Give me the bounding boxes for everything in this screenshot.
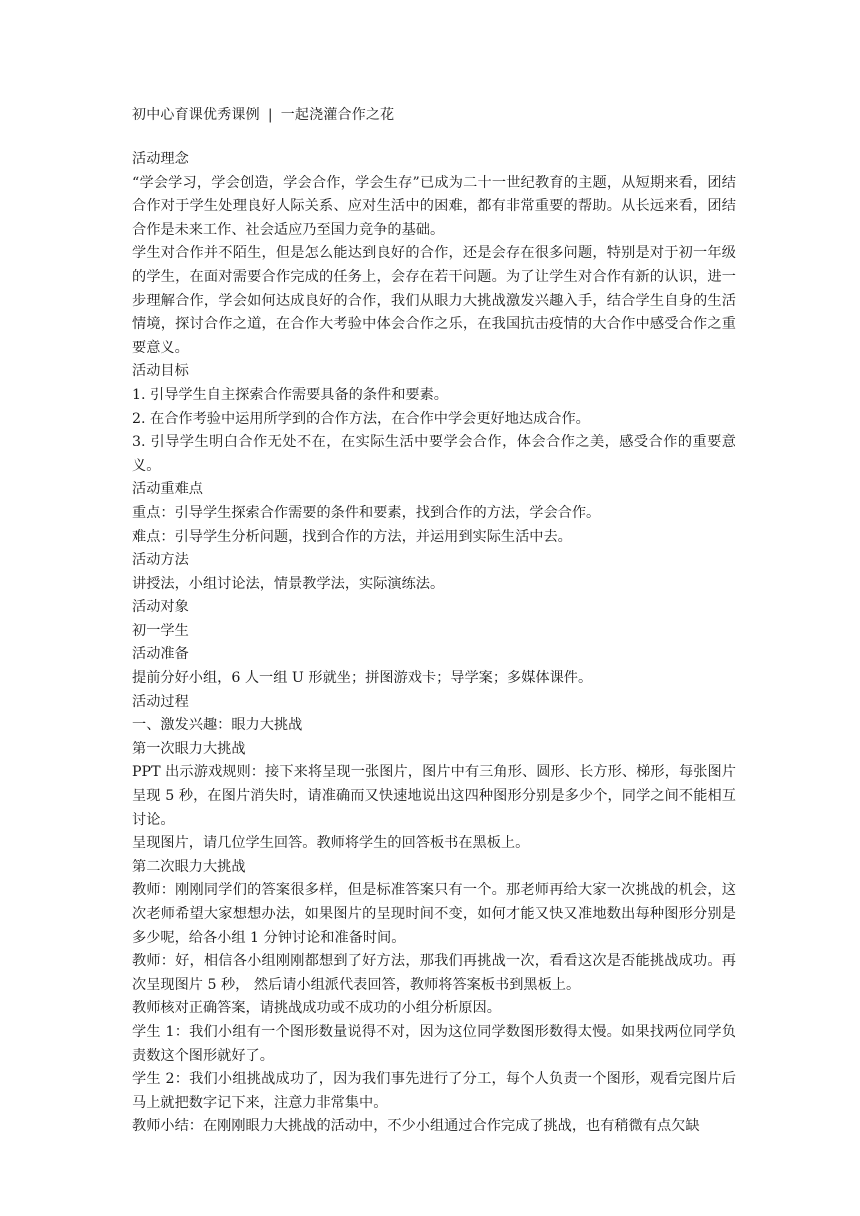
section-heading: 第二次眼力大挑战 — [132, 858, 246, 875]
body-paragraph: 教师：刚刚同学们的答案很多样，但是标准答案只有一个。那老师再给大家一次挑战的机会，这次老师希望大家想想办法，如果图片的呈现时间不变，如何才能又快又准地数出每种图形分别是多少呢，给各小组 1 分钟讨论和准备时间。 — [132, 882, 736, 946]
body-paragraph: 教师核对正确答案，请挑战成功或不成功的小组分析原因。 — [132, 1000, 501, 1017]
header-lesson-title: 一起浇灌合作之花 — [280, 107, 395, 123]
body-paragraph: 教师：好，相信各小组刚刚都想到了好方法，那我们再挑战一次，看看这次是否能挑战成功。再次呈现图片 5 秒， 然后请小组派代表回答，教师将答案板书到黑板上。 — [132, 953, 736, 993]
body-paragraph: 教师小结：在刚刚眼力大挑战的活动中，不少小组通过合作完成了挑战，也有稍微有点欠缺 — [132, 1118, 700, 1135]
body-paragraph: 1. 引导学生自主探索合作需要具备的条件和要素。 — [132, 386, 448, 403]
body-paragraph: 3. 引导学生明白合作无处不在，在实际生活中要学会合作，体会合作之美，感受合作的重要意义。 — [132, 434, 736, 474]
body-paragraph: PPT 出示游戏规则：接下来将呈现一张图片，图片中有三角形、圆形、长方形、梯形，每张图片呈现 5 秒，在图片消失时，请准确而又快速地说出这四种图形分别是多少个，同学之间不能相互讨论。 — [132, 764, 736, 828]
section-heading: 活动对象 — [132, 599, 189, 616]
body-paragraph: 学生对合作并不陌生，但是怎么能达到良好的合作，还是会存在很多问题，特别是对于初一年级的学生，在面对需要合作完成的任务上，会存在若干问题。为了让学生对合作有新的认识，进一步理解合作，学会如何达成良好的合作，我们从眼力大挑战激发兴趣入手，结合学生自身的生活情境，探讨合作之道，在合作大考验中体会合作之乐，在我国抗击疫情的大合作中感受合作之重要意义。 — [132, 245, 736, 356]
body-paragraph: 2. 在合作考验中运用所学到的合作方法，在合作中学会更好地达成合作。 — [132, 410, 590, 427]
header-separator: | — [267, 107, 273, 123]
page-header — [132, 104, 736, 126]
body-paragraph: 学生 2：我们小组挑战成功了，因为我们事先进行了分工，每个人负责一个图形，观看完图片后马上就把数字记下来，注意力非常集中。 — [132, 1071, 736, 1111]
header-course-title: 初中心育课优秀课例 — [132, 107, 260, 123]
section-heading: 活动目标 — [132, 363, 189, 380]
body-paragraph: 讲授法，小组讨论法，情景教学法，实际演练法。 — [132, 575, 445, 592]
section-heading: 活动理念 — [132, 151, 189, 167]
section-heading: 活动准备 — [132, 646, 189, 663]
section-heading: 活动重难点 — [132, 481, 203, 498]
body-paragraph: 初一学生 — [132, 622, 189, 639]
section-heading: 第一次眼力大挑战 — [132, 740, 246, 757]
body-paragraph: 重点：引导学生探索合作需要的条件和要素，找到合作的方法，学会合作。 — [132, 504, 601, 521]
body-paragraph: 难点：引导学生分析问题，找到合作的方法，并运用到实际生活中去。 — [132, 528, 572, 545]
section-heading: 活动过程 — [132, 693, 189, 710]
section-heading: 活动方法 — [132, 552, 189, 569]
body-paragraph: 提前分好小组，6 人一组 U 形就坐；拼图游戏卡；导学案；多媒体课件。 — [132, 670, 593, 687]
body-paragraph: “学会学习，学会创造，学会合作，学会生存”已成为二十一世纪教育的主题，从短期来看，团结合作对于学生处理良好人际关系、应对生活中的困难，都有非常重要的帮助。从长远来看，团结合作是未来工作、社会适应乃至国力竞争的基础。 — [132, 174, 736, 238]
document-page — [132, 104, 736, 1139]
section-heading: 一、激发兴趣：眼力大挑战 — [132, 717, 303, 734]
body-paragraph: 学生 1：我们小组有一个图形数量说得不对，因为这位同学数图形数得太慢。如果找两位同学负责数这个图形就好了。 — [132, 1023, 736, 1064]
document-body — [132, 148, 736, 1139]
body-paragraph: 呈现图片，请几位学生回答。教师将学生的回答板书在黑板上。 — [132, 835, 530, 852]
